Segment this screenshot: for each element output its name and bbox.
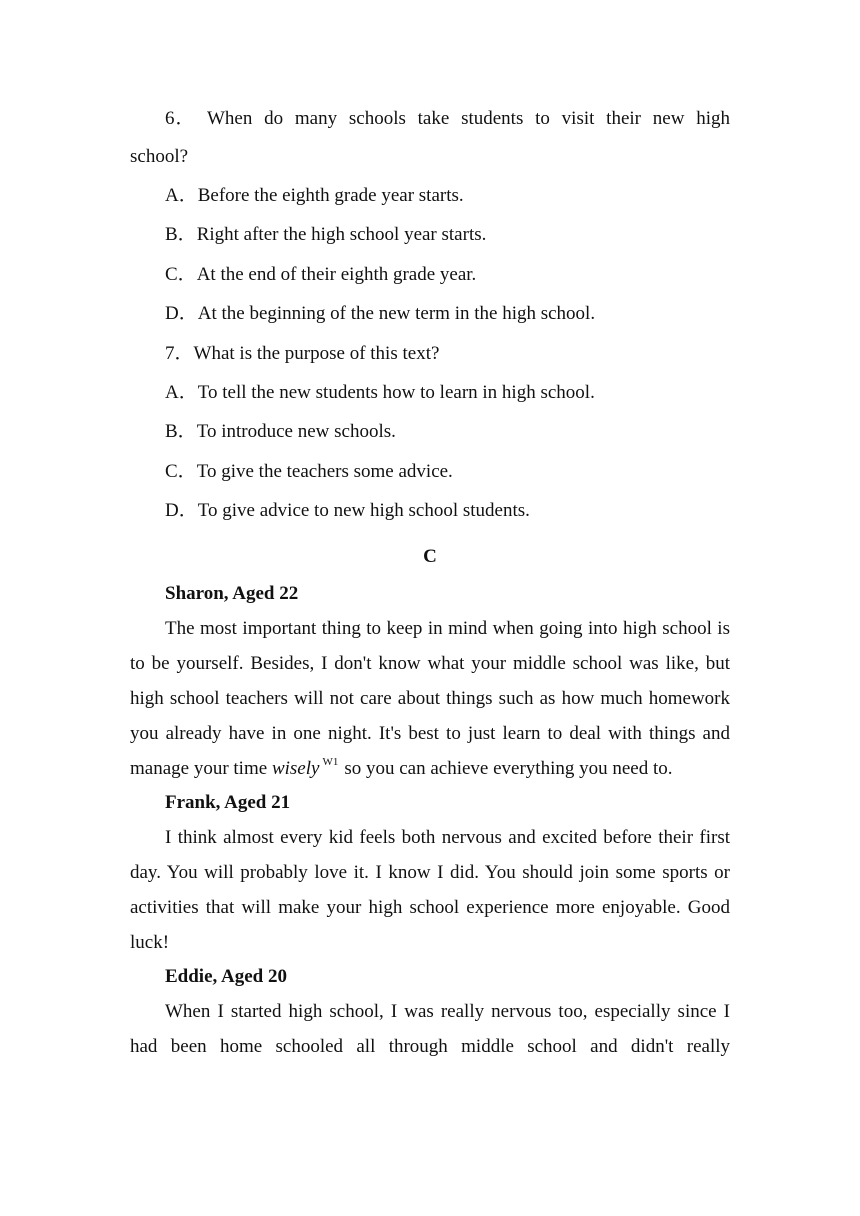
option-label: A． [165, 382, 198, 404]
option-label: C． [165, 460, 197, 482]
option-label: D． [165, 500, 198, 522]
option-a [130, 373, 730, 412]
option-a [130, 176, 730, 215]
option-text: To give the teachers some advice. [196, 460, 453, 482]
option-label: C． [165, 263, 197, 285]
option-d [130, 294, 730, 333]
option-text: Before the eighth grade year starts. [197, 185, 464, 206]
entry-text: When I started high school, I was really nervous too, especially since I had been home schooled all through middle school and didn't really [130, 1000, 730, 1057]
entry-text: I think almost every kid feels both nervous and excited before their first day. You will probably love it. I know I did. You should join some sports or activities that will make your high school experience more enjoyable. Good luck! [130, 826, 730, 953]
speaker-name: Sharon, Aged 22 [165, 582, 299, 604]
question-6-stem [130, 100, 730, 176]
option-text: At the end of their eighth grade year. [196, 263, 477, 285]
section-heading: C [423, 545, 437, 567]
option-label: A． [165, 185, 198, 206]
option-c [130, 452, 730, 491]
question-number: 6． [165, 108, 196, 129]
option-text: To introduce new schools. [196, 421, 396, 443]
entry-text [130, 611, 730, 786]
option-label: D． [165, 303, 198, 325]
option-b [130, 412, 730, 451]
option-d [130, 491, 730, 530]
glossary-note-marker: W1 [322, 755, 339, 768]
option-text: To tell the new students how to learn in high school. [197, 382, 595, 404]
glossary-word: wisely [271, 757, 320, 779]
entry-frank [130, 786, 730, 960]
speaker-name: Frank, Aged 21 [165, 791, 291, 813]
option-b [130, 215, 730, 254]
question-number: 7． [165, 342, 194, 364]
question-7-stem [130, 334, 730, 373]
option-text: To give advice to new high school students. [197, 500, 530, 522]
option-c [130, 255, 730, 294]
speaker-name: Eddie, Aged 20 [165, 965, 287, 987]
entry-text-part: so you can achieve everything you need to. [344, 757, 673, 779]
question-text: What is the purpose of this text? [193, 342, 440, 364]
option-text: At the beginning of the new term in the high school. [197, 303, 596, 325]
entry-text-part: The most important thing to keep in mind when going into high school is to be yourself. Besides, I don't know what your middle school was like, but high school teachers will not care about things such as how much homework you already have in one night. It's best to just learn to deal with things and manage your time [130, 617, 730, 779]
entry-sharon [130, 577, 730, 786]
document-page [130, 100, 730, 1064]
option-text: Right after the high school year starts. [196, 224, 487, 246]
question-6 [130, 100, 730, 334]
option-label: B． [165, 224, 197, 246]
option-label: B． [165, 421, 197, 443]
question-7 [130, 334, 730, 531]
entry-eddie [130, 960, 730, 1064]
question-text: When do many schools take students to visit their new high school? [130, 108, 730, 167]
